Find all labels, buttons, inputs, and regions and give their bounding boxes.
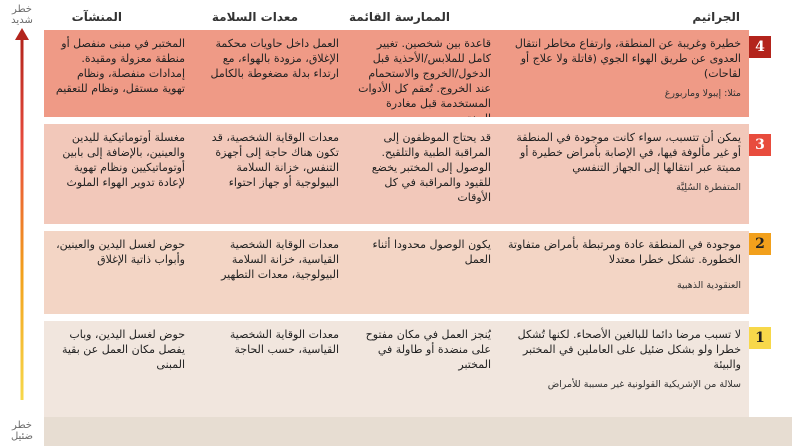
scale-low-label: خطر ضئيل (10, 420, 34, 442)
bsl4-pathogens-text: خطيرة وغريبة عن المنطقة، وارتفاع مخاطر انتقال العدوى عن طريق الهواء الجوي (قاتلة ولا علاج أو لقاحات) (514, 37, 741, 80)
bsl2-safety: معدات الوقاية الشخصية القياسية، خزانة السلامة البيولوجية، معدات التطهير (221, 238, 339, 281)
bsl1-safety: معدات الوقاية الشخصية القياسية، حسب الحاجة (229, 328, 339, 356)
bsl1-facilities: حوض لغسل اليدين، وباب يفصل مكان العمل عن بقية المبنى (61, 328, 185, 371)
bsl1-practice: يُنجز العمل في مكان مفتوح على منضدة أو طاولة في المختبر (365, 328, 491, 371)
bsl3-practice: قد يحتاج الموظفون إلى المراقبة الطبية والتلقيح. الوصول إلى المختبر يخضع للقيود والمراقبة في كل الأوقات (371, 131, 491, 204)
header-safety: معدات السلامة (211, 10, 298, 24)
bsl3-row (44, 124, 749, 224)
row-separator (44, 224, 792, 231)
header-facilities: المنشآت (71, 10, 122, 24)
bsl1-example: سلالة من الإشريكية القولونية غير مسببة للأمراض (547, 379, 741, 390)
bsl2-badge: 2 (749, 233, 771, 255)
table-header (44, 0, 792, 30)
bsl2-example: العنقودية الذهبية (676, 280, 741, 291)
bsl1-badge: 1 (749, 327, 771, 349)
bsl4-pathogens-cell (499, 30, 749, 117)
bsl3-example: المتفطرة السُلِيَّة (676, 182, 741, 193)
header-pathogens: الجراثيم (692, 10, 740, 24)
header-practice: الممارسة القائمة (349, 10, 450, 24)
bsl1-pathogens-text: لا تسبب مرضا دائما للبالغين الأصحاء. لكنها تُشكل خطرا ولو بشكل ضئيل على العاملين في المختبر والبيئة (517, 328, 741, 371)
bsl2-practice: يكون الوصول محدودا أثناء العمل (372, 238, 491, 266)
risk-scale (0, 0, 44, 446)
bsl4-row (44, 30, 749, 117)
bsl3-badge: 3 (749, 134, 771, 156)
bsl2-pathogens-cell (499, 231, 749, 314)
row-separator (44, 314, 792, 321)
bsl4-facilities: المختبر في مبنى منفصل أو منطقة معزولة ومقيدة. إمدادات منفصلة، ونظام تهوية مستقل، ونظام للتعقيم (55, 37, 185, 95)
bsl4-practice: قاعدة بين شخصين. تغيير كامل للملابس/الأحذية قبل الدخول/الخروج والاستحمام عند الخروج. تُعقم كل الأدوات المستخدمة قبل مغادرة (358, 37, 491, 110)
risk-arrow-icon (0, 28, 44, 400)
bsl2-pathogens-text: موجودة في المنطقة عادة ومرتبطة بأمراض متفاوتة الخطورة. تشكل خطرا معتدلا (508, 238, 741, 266)
bsl3-pathogens-cell (499, 124, 749, 224)
bsl4-badge: 4 (749, 36, 771, 58)
bsl4-example: مثلا: إيبولا وماربورغ (664, 88, 741, 99)
bsl3-pathogens-text: يمكن أن تتسبب، سواء كانت موجودة في المنطقة أو غير مألوفة فيها، في الإصابة بأمراض خطيرة أو مميتة عبر انتقالها إلى الجهاز التنفسي (516, 131, 741, 174)
bottom-strip (44, 417, 792, 446)
bsl1-pathogens-cell (499, 321, 749, 417)
bsl4-safety: العمل داخل حاويات محكمة الإغلاق، مزودة بالهواء، مع ارتداء بدلة مضغوطة بالكامل (210, 37, 339, 80)
bsl1-row (44, 321, 749, 417)
bsl2-facilities: حوض لغسل اليدين والعينين، وأبواب ذاتية الإغلاق (56, 238, 185, 266)
bsl2-row (44, 231, 749, 314)
row-separator (44, 117, 792, 124)
bsl3-safety: معدات الوقاية الشخصية، قد تكون هناك حاجة إلى أجهزة التنفس، خزانة السلامة البيولوجية أو جهاز احتواء (211, 131, 339, 189)
bsl3-facilities: مغسلة أوتوماتيكية لليدين والعينين، بالإضافة إلى بابين أوتوماتيكيين ونظام تهوية لإعادة تدوير الهواء الملوث (62, 131, 185, 189)
scale-high-label: خطر شديد (11, 4, 33, 26)
